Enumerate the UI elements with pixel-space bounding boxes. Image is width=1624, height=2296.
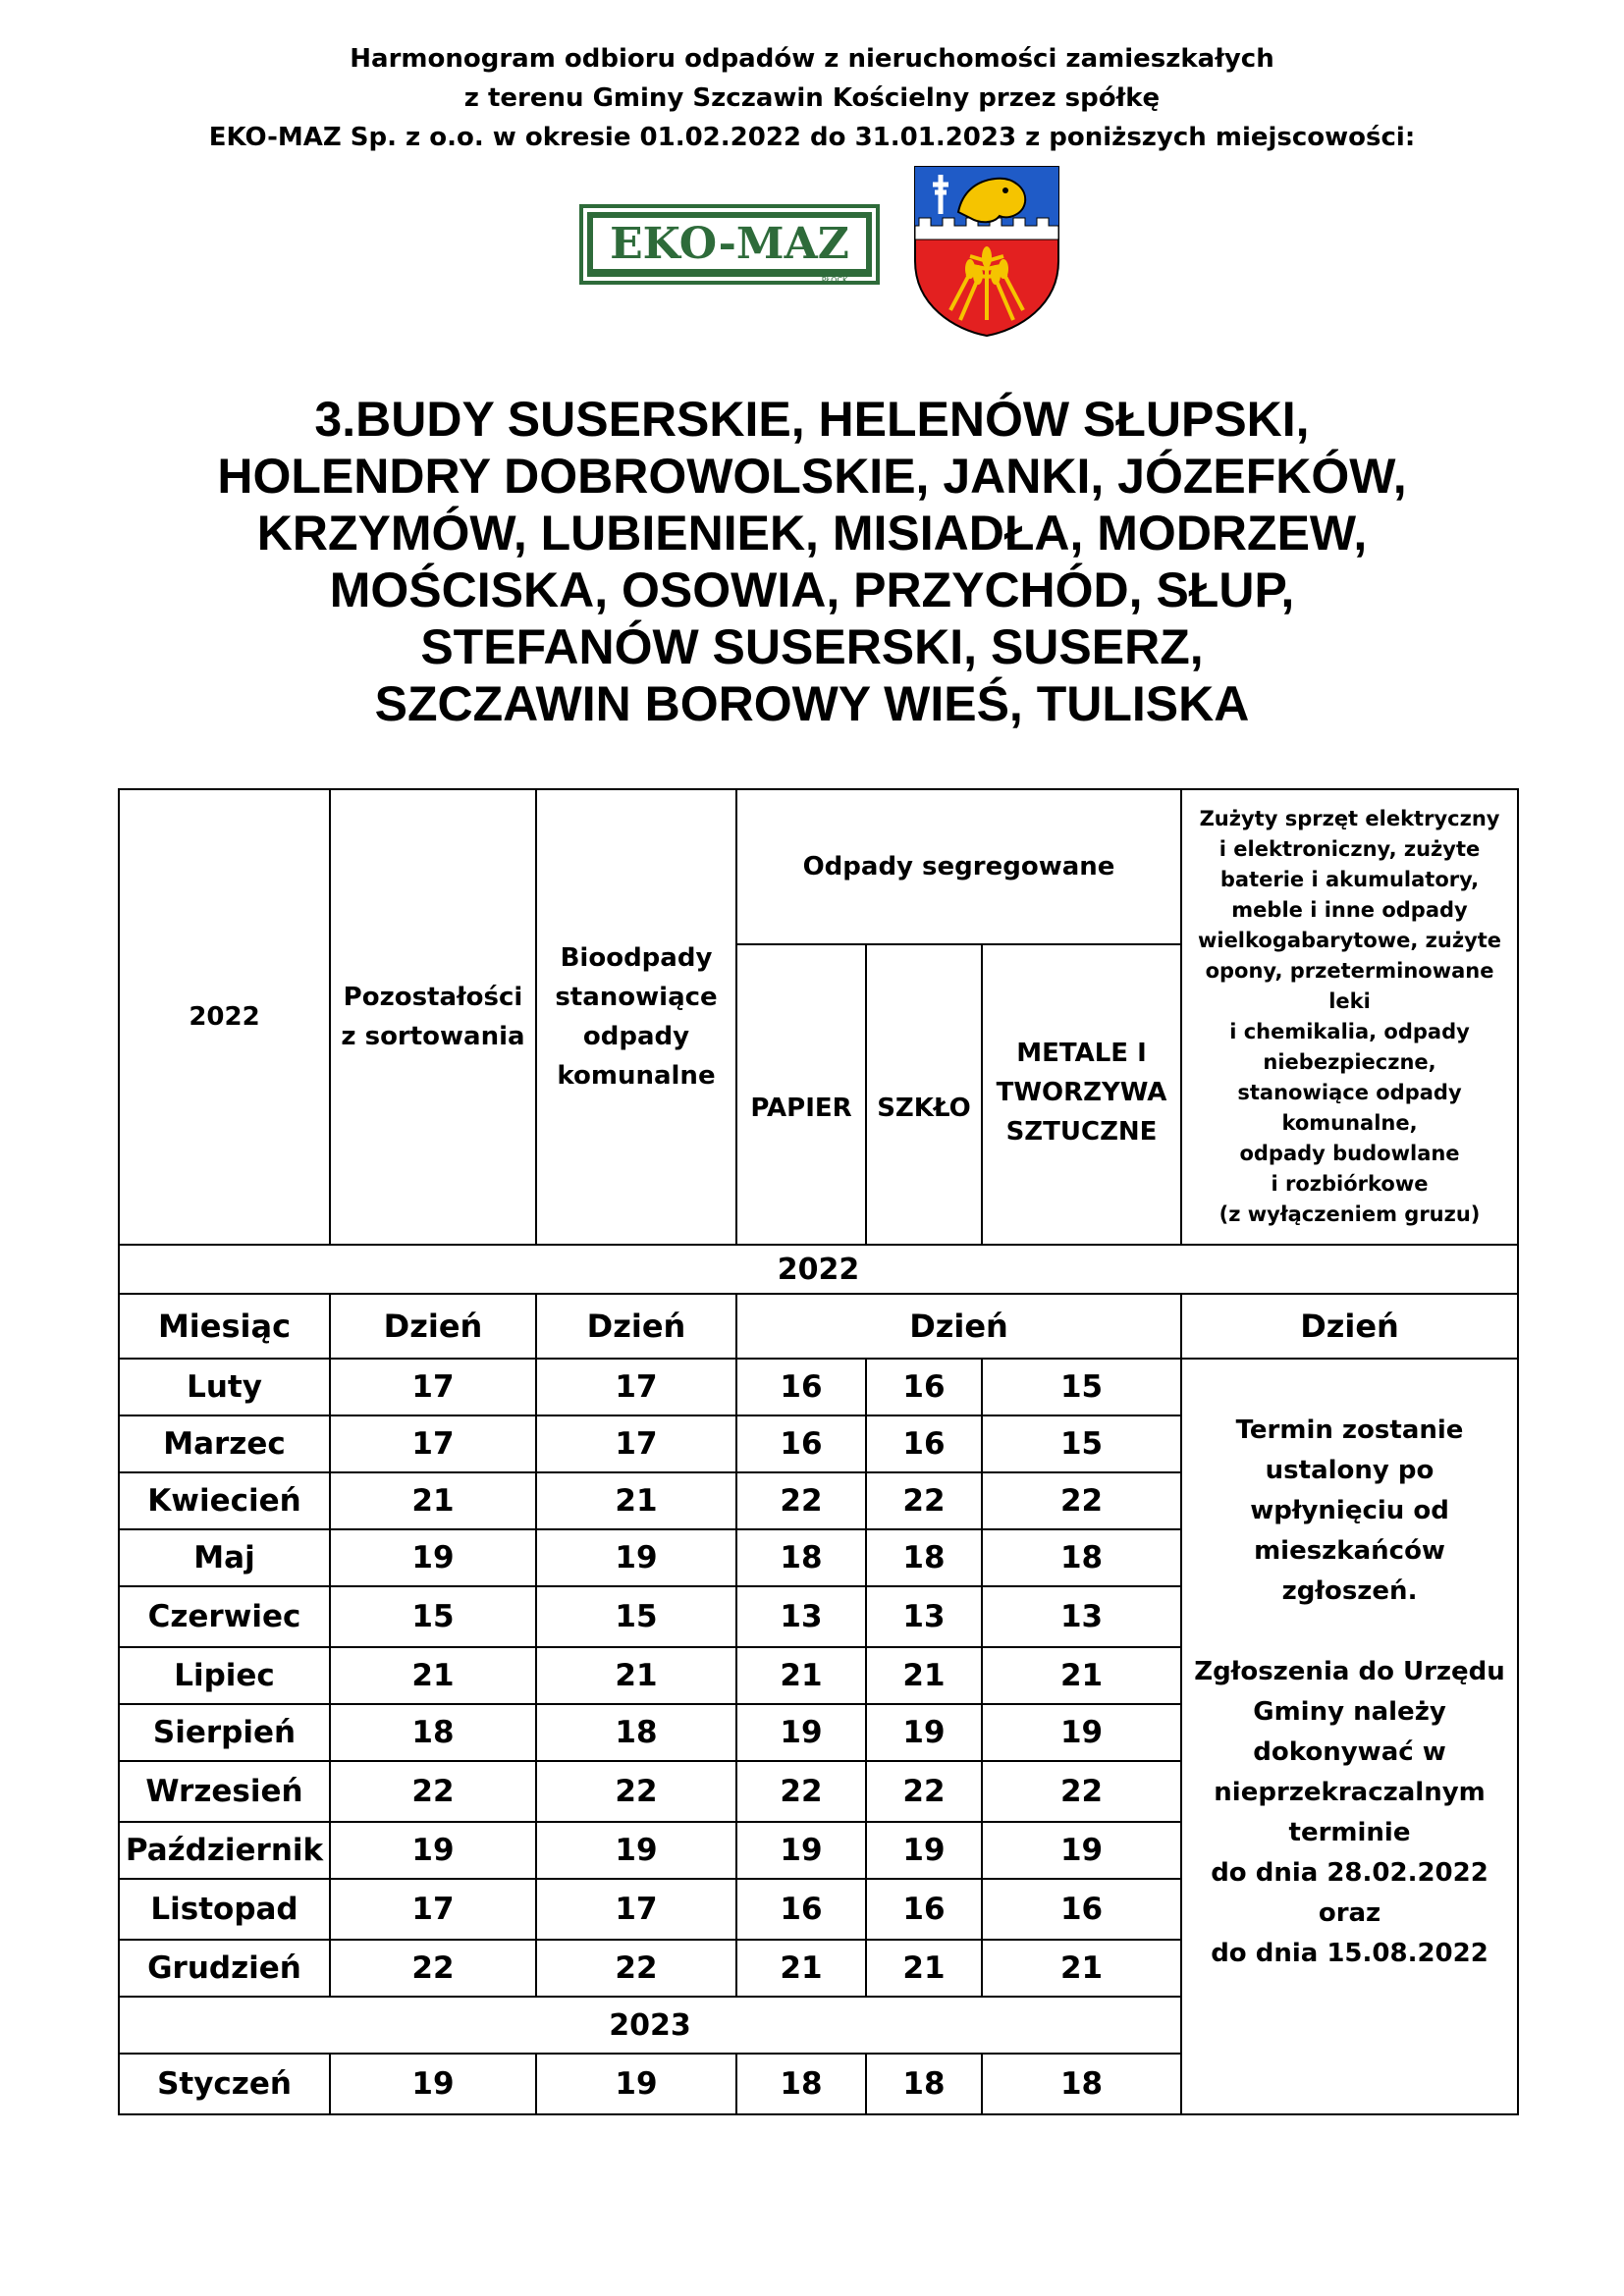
paper-day: 16 <box>736 1359 866 1415</box>
residual-day: 22 <box>330 1940 536 1997</box>
glass-day: 13 <box>866 1586 982 1647</box>
gmina-coat-of-arms <box>911 163 1062 338</box>
table-row <box>119 1359 1518 1415</box>
header-glass: SZKŁO <box>866 944 982 1245</box>
metals-day: 22 <box>982 1761 1181 1822</box>
collection-schedule-table <box>118 788 1519 2115</box>
paper-day: 18 <box>736 2054 866 2114</box>
month-cell: Wrzesień <box>119 1761 330 1822</box>
metals-day: 15 <box>982 1359 1181 1415</box>
residual-day: 19 <box>330 1822 536 1879</box>
glass-day: 21 <box>866 1940 982 1997</box>
residual-day: 21 <box>330 1647 536 1704</box>
bio-day: 22 <box>536 1761 736 1822</box>
bio-day: 21 <box>536 1647 736 1704</box>
month-cell: Marzec <box>119 1415 330 1472</box>
bio-day: 17 <box>536 1879 736 1940</box>
header-line: Harmonogram odbioru odpadów z nieruchomości zamieszkałych <box>350 44 1274 74</box>
glass-day: 18 <box>866 1529 982 1586</box>
metals-day: 18 <box>982 1529 1181 1586</box>
header-segregated: Odpady segregowane <box>736 789 1181 944</box>
col-day-header: Dzień <box>1181 1294 1518 1359</box>
glass-day: 21 <box>866 1647 982 1704</box>
month-cell: Grudzień <box>119 1940 330 1997</box>
residual-day: 17 <box>330 1359 536 1415</box>
paper-day: 16 <box>736 1879 866 1940</box>
col-day-header: Dzień <box>736 1294 1181 1359</box>
glass-day: 16 <box>866 1415 982 1472</box>
header-bio: Bioodpady stanowiące odpady komunalne <box>536 789 736 1245</box>
document-header <box>0 39 1624 157</box>
bio-day: 21 <box>536 1472 736 1529</box>
title-line: 3.BUDY SUSERSKIE, HELENÓW SŁUPSKI, <box>314 392 1310 447</box>
eko-maz-logo-text: EKO-MAZ <box>610 219 849 269</box>
paper-day: 21 <box>736 1647 866 1704</box>
residual-day: 21 <box>330 1472 536 1529</box>
paper-day: 16 <box>736 1415 866 1472</box>
metals-day: 19 <box>982 1704 1181 1761</box>
header-line: EKO-MAZ Sp. z o.o. w okresie 01.02.2022 do 31.01.2023 z poniższych miejscowości: <box>208 123 1416 152</box>
bio-day: 17 <box>536 1359 736 1415</box>
title-line: MOŚCISKA, OSOWIA, PRZYCHÓD, SŁUP, <box>329 562 1295 617</box>
month-cell: Listopad <box>119 1879 330 1940</box>
header-metals: METALE I TWORZYWA SZTUCZNE <box>982 944 1181 1245</box>
col-month-header: Miesiąc <box>119 1294 330 1359</box>
bio-day: 19 <box>536 2054 736 2114</box>
header-line: z terenu Gminy Szczawin Kościelny przez spółkę <box>463 83 1161 113</box>
year-2022-row: 2022 <box>119 1245 1518 1294</box>
bio-day: 15 <box>536 1586 736 1647</box>
residual-day: 17 <box>330 1415 536 1472</box>
month-cell: Maj <box>119 1529 330 1586</box>
col-day-header: Dzień <box>330 1294 536 1359</box>
residual-day: 19 <box>330 2054 536 2114</box>
bio-day: 19 <box>536 1822 736 1879</box>
glass-day: 16 <box>866 1359 982 1415</box>
metals-day: 19 <box>982 1822 1181 1879</box>
glass-day: 22 <box>866 1472 982 1529</box>
metals-day: 21 <box>982 1647 1181 1704</box>
glass-day: 18 <box>866 2054 982 2114</box>
month-cell: Czerwiec <box>119 1586 330 1647</box>
paper-day: 19 <box>736 1822 866 1879</box>
eko-maz-logo-subtext: PŁOCK <box>821 276 848 285</box>
month-cell: Październik <box>119 1822 330 1879</box>
bulky-collection-note: Termin zostanie ustalony po wpłynięciu od mieszkańców zgłoszeń. Zgłoszenia do Urzędu Gminy należy dokonywać w nieprzekraczalnym terminie do dnia 28.02.2022 oraz do dnia 15.08.2022 <box>1181 1359 1518 2114</box>
metals-day: 16 <box>982 1879 1181 1940</box>
glass-day: 22 <box>866 1761 982 1822</box>
month-cell: Lipiec <box>119 1647 330 1704</box>
title-line: STEFANÓW SUSERSKI, SUSERZ, <box>420 619 1204 674</box>
residual-day: 17 <box>330 1879 536 1940</box>
glass-day: 16 <box>866 1879 982 1940</box>
month-cell: Sierpień <box>119 1704 330 1761</box>
paper-day: 22 <box>736 1472 866 1529</box>
glass-day: 19 <box>866 1822 982 1879</box>
metals-day: 13 <box>982 1586 1181 1647</box>
paper-day: 18 <box>736 1529 866 1586</box>
metals-day: 15 <box>982 1415 1181 1472</box>
month-cell: Luty <box>119 1359 330 1415</box>
paper-day: 22 <box>736 1761 866 1822</box>
header-residual: Pozostałości z sortowania <box>330 789 536 1245</box>
title-line: HOLENDRY DOBROWOLSKIE, JANKI, JÓZEFKÓW, <box>217 449 1407 504</box>
bio-day: 19 <box>536 1529 736 1586</box>
header-bulky: Zużyty sprzęt elektryczny i elektroniczny, zużyte baterie i akumulatory, meble i inne odpady wielkogabarytowe, zużyte opony, przeterminowane leki i chemikalia, odpady niebezpieczne, stanowiące odpady komunalne, odpady budowlane i rozbiórkowe (z wyłączeniem gruzu) <box>1181 789 1518 1245</box>
paper-day: 13 <box>736 1586 866 1647</box>
residual-day: 18 <box>330 1704 536 1761</box>
metals-day: 21 <box>982 1940 1181 1997</box>
title-line: KRZYMÓW, LUBIENIEK, MISIADŁA, MODRZEW, <box>256 506 1368 561</box>
bio-day: 22 <box>536 1940 736 1997</box>
glass-day: 19 <box>866 1704 982 1761</box>
localities-title <box>0 391 1624 732</box>
residual-day: 19 <box>330 1529 536 1586</box>
residual-day: 22 <box>330 1761 536 1822</box>
paper-day: 21 <box>736 1940 866 1997</box>
col-day-header: Dzień <box>536 1294 736 1359</box>
metals-day: 18 <box>982 2054 1181 2114</box>
metals-day: 22 <box>982 1472 1181 1529</box>
bio-day: 17 <box>536 1415 736 1472</box>
title-line: SZCZAWIN BOROWY WIEŚ, TULISKA <box>374 676 1250 731</box>
residual-day: 15 <box>330 1586 536 1647</box>
eko-maz-logo <box>577 202 882 287</box>
year-2023-row: 2023 <box>119 1997 1181 2054</box>
header-year: 2022 <box>119 789 330 1245</box>
month-cell: Kwiecień <box>119 1472 330 1529</box>
month-cell: Styczeń <box>119 2054 330 2114</box>
bio-day: 18 <box>536 1704 736 1761</box>
header-paper: PAPIER <box>736 944 866 1245</box>
paper-day: 19 <box>736 1704 866 1761</box>
